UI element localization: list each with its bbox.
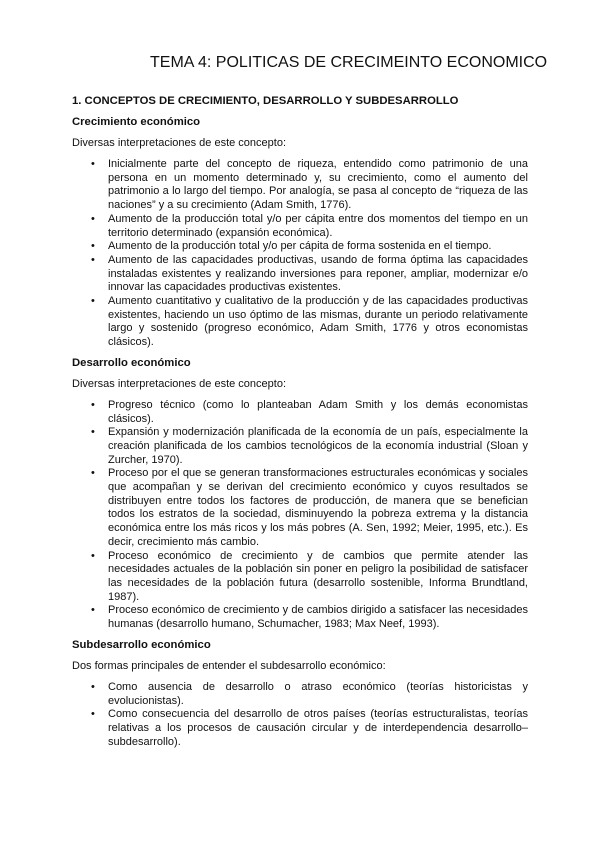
- item-text: Como consecuencia del desarrollo de otros países (teorías estructuralistas, teorías relativas a los procesos de causación circular y de interdependencia desarrollo–subdesarrollo).: [108, 708, 528, 748]
- item-text: Como ausencia de desarrollo o atraso económico (teorías historicistas y evolucionistas).: [108, 680, 528, 707]
- item-text: Expansión y modernización planificada de la economía de un país, especialmente la creación planificada de los cambios tecnológicos de la economía industrial (Sloan y Zurcher, 1970).: [108, 426, 528, 466]
- document-title: TEMA 4: POLITICAS DE CRECIMEINTO ECONOMICO: [150, 54, 548, 71]
- bullet-icon: •: [91, 253, 95, 266]
- list-crecimiento: [72, 158, 528, 350]
- item-text: Aumento de la producción total y/o per cápita entre dos momentos del tiempo en un territorio determinado (expansión económica).: [108, 212, 528, 239]
- list-item: [72, 708, 528, 749]
- heading-desarrollo: Desarrollo económico: [72, 356, 191, 369]
- list-item: [72, 254, 528, 295]
- heading-crecimiento: Crecimiento económico: [72, 116, 201, 128]
- bullet-icon: •: [91, 240, 95, 253]
- list-item: [72, 604, 528, 631]
- item-text: Proceso económico de crecimiento y de cambios dirigido a satisfacer las necesidades humanas (desarrollo humano, Schumacher, 1983; Max Neef, 1993).: [108, 604, 528, 631]
- list-item: [72, 467, 528, 549]
- intro-crecimiento: Diversas interpretaciones de este concepto:: [72, 137, 287, 149]
- bullet-icon: •: [91, 549, 95, 562]
- item-text: Proceso por el que se generan transformaciones estructurales económicas y sociales que acompañan y se derivan del crecimiento económico y cuyos resultados se distribuyen entre todos los factores de producción, de manera que se benefician todos los estratos de la sociedad, disminuyendo la pobreza extrema y la distancia económica entre los más ricos y los más pobres (A. Sen, 1992; Meier, 1995, etc.). Es decir, crecimiento más cambio.: [108, 467, 528, 548]
- heading-subdesarrollo: Subdesarrollo económico: [72, 638, 211, 651]
- item-text: Inicialmente parte del concepto de riqueza, entendido como patrimonio de una persona en un momento determinado y, su crecimiento, como el aumento del patrimonio a lo largo del tiempo. Por analogía, se pasa al concepto de “riqueza de las naciones” y a su crecimiento (Adam Smith, 1776).: [108, 158, 528, 212]
- item-text: Progreso técnico (como lo planteaban Adam Smith y los demás economistas clásicos).: [108, 398, 528, 425]
- bullet-icon: •: [91, 467, 95, 480]
- bullet-icon: •: [91, 295, 95, 308]
- bullet-icon: •: [91, 680, 95, 693]
- item-text: Aumento cuantitativo y cualitativo de la producción y de las capacidades productivas existentes, haciendo un uso óptimo de las mismas, durante un periodo relativamente largo y sostenido (progreso económico, Adam Smith, 1776 y otros economistas clásicos).: [108, 295, 528, 349]
- list-desarrollo: [72, 399, 528, 632]
- bullet-icon: •: [91, 604, 95, 617]
- list-item: [72, 213, 528, 240]
- list-item: [72, 399, 528, 426]
- intro-subdesarrollo: Dos formas principales de entender el subdesarrollo económico:: [72, 659, 386, 672]
- list-item: [72, 158, 528, 213]
- bullet-icon: •: [91, 426, 95, 439]
- list-item: [72, 426, 528, 467]
- item-text: Aumento de las capacidades productivas, usando de forma óptima las capacidades instaladas existentes y realizando inversiones para reponer, ampliar, modernizar e/o innovar las capacidades productivas existentes.: [108, 253, 528, 294]
- item-text: Proceso económico de crecimiento y de cambios que permite atender las necesidades actuales de la población sin poner en peligro la posibilidad de satisfacer las necesidades de la población futura (desarrollo sostenible, Informa Brundtland, 1987).: [108, 549, 528, 603]
- bullet-icon: •: [91, 708, 95, 721]
- list-item: [72, 550, 528, 605]
- list-item: [72, 681, 528, 708]
- list-subdesarrollo: [72, 681, 528, 750]
- list-item: [72, 295, 528, 350]
- item-text: Aumento de la producción total y/o per cápita de forma sostenida en el tiempo.: [108, 240, 492, 253]
- bullet-icon: •: [91, 158, 95, 170]
- section-heading: 1. CONCEPTOS DE CRECIMIENTO, DESARROLLO Y SUBDESARROLLO: [72, 95, 459, 107]
- bullet-icon: •: [91, 398, 95, 411]
- bullet-icon: •: [91, 212, 95, 225]
- list-item: [72, 240, 528, 254]
- intro-desarrollo: Diversas interpretaciones de este concepto:: [72, 377, 287, 390]
